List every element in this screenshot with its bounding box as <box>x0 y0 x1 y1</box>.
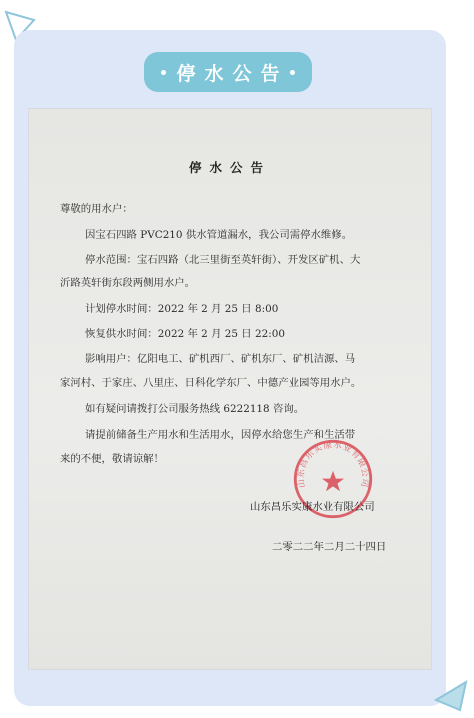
notice-line: 如有疑问请拨打公司服务热线 6222118 咨询。 <box>85 403 305 415</box>
banner-dot <box>161 70 166 75</box>
notice-date: 二零二二年二月二十四日 <box>272 541 387 553</box>
notice-line: 因宝石四路 PVC210 供水管道漏水，我公司需停水维修。 <box>85 229 353 241</box>
notice-line: 影响用户：亿阳电工、矿机西厂、矿机东厂、矿机洁源、马 <box>85 353 356 365</box>
title-banner <box>144 52 312 92</box>
notice-title: 停水公告 <box>188 160 271 175</box>
corner-triangle-icon <box>430 678 470 714</box>
banner-dot <box>290 70 295 75</box>
notice-line: 计划停水时间：2022 年 2 月 25 日 8:00 <box>85 303 279 315</box>
company-name: 山东昌乐实康水业有限公司 <box>250 501 375 513</box>
seal-text: 山东昌乐实康水业有限公司 <box>296 440 370 489</box>
salutation: 尊敬的用水户： <box>60 203 133 215</box>
notice-line: 家河村、于家庄、八里庄、日科化学东厂、中德产业园等用水户。 <box>60 377 362 389</box>
notice-line: 请提前储备生产用水和生活用水，因停水给您生产和生活带 <box>85 429 356 441</box>
notice-line: 沂路英轩街东段两侧用水户。 <box>60 277 196 289</box>
banner-title: 停水公告 <box>176 62 289 85</box>
notice-line: 恢复供水时间：2022 年 2 月 25 日 22:00 <box>85 328 285 340</box>
notice-line: 来的不便，敬请谅解！ <box>60 453 164 465</box>
notice-paper <box>28 108 432 670</box>
notice-line: 停水范围：宝石四路（北三里街至英轩街）、开发区矿机、大 <box>85 254 361 266</box>
